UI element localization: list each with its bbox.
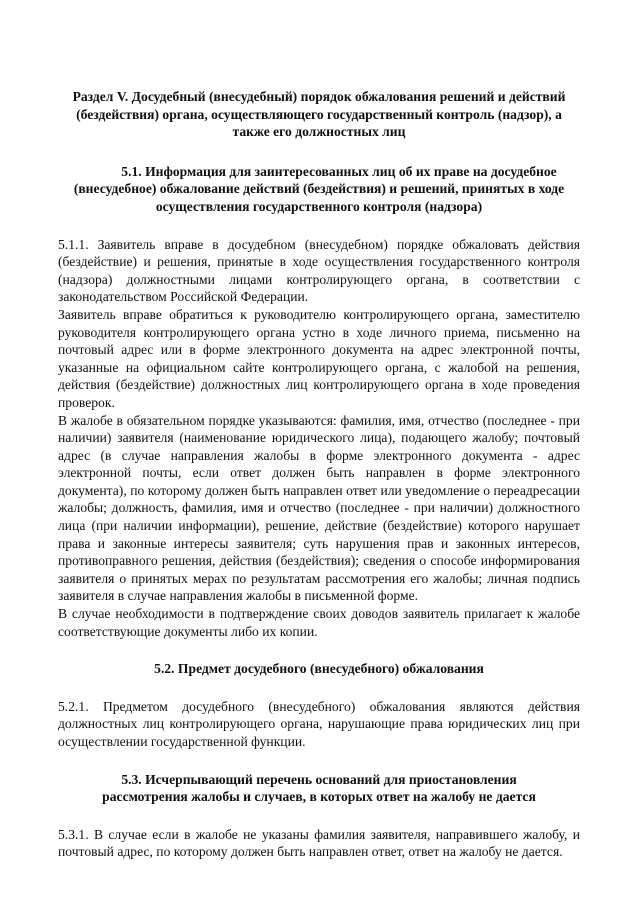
subsection-heading-5-3: [58, 771, 580, 806]
paragraph-5-1-1: 5.1.1. Заявитель вправе в досудебном (внесудебном) порядке обжаловать действия (бездействие) и решения, принятые в ходе осуществления государственного контроля (надзора) должностными лицами контролирующего органа, в соответствии с законодательством Российской Федерации.: [58, 236, 580, 305]
subsection-heading-5-1: [58, 163, 580, 216]
subsection-heading-5-3-rest: рассмотрения жалобы и случаев, в которых ответ на жалобу не дается: [102, 789, 536, 805]
subsection-heading-5-1-line1: 5.1. Информация для заинтересованных лиц об их праве на досудебное: [121, 163, 557, 179]
section-title: Раздел V. Досудебный (внесудебный) порядок обжалования решений и действий (бездействия) органа, осуществляющего государственный контроль (надзор), а также его должностных лиц: [72, 89, 566, 140]
paragraph-5-1-appeal: Заявитель вправе обратиться к руководителю контролирующего органа, заместителю руководителя контролирующего органа устно в ходе личного приема, письменно на почтовый адрес или в форме электронного документа на адрес электронной почты, указанные на официальном сайте контролирующего органа, с жалобой на решения, действия (бездействие) должностных лиц контролирующего органа в ходе проведения проверок.: [58, 306, 580, 410]
subsection-heading-5-2: 5.2. Предмет досудебного (внесудебного) обжалования: [154, 661, 484, 677]
subsection-5-3-body: [58, 826, 580, 861]
paragraph-5-2-1: 5.2.1. Предметом досудебного (внесудебного) обжалования являются действия должностных лиц контролирующего органа, нарушающие права юридических лиц при осуществлении государственной функции.: [58, 698, 580, 749]
paragraph-5-3-1: 5.3.1. В случае если в жалобе не указаны фамилия заявителя, направившего жалобу, и почтовый адрес, по которому должен быть направлен ответ, ответ на жалобу не дается.: [58, 826, 580, 860]
paragraph-5-1-contents: В жалобе в обязательном порядке указываются: фамилия, имя, отчество (последнее - при наличии) заявителя (наименование юридического лица), подающего жалобу; почтовый адрес (в случае направления жалобы в форме электронного документа - адрес электронной почты, если ответ должен быть направлен в форме электронного документа), по которому должен быть направлен ответ или уведомление о переадресации жалобы; должность, фамилия, имя и отчество (последнее - при наличии) должностного лица (при наличии информации), решение, действие (бездействие) которого нарушает права и законные интересы заявителя; суть нарушения прав и законных интересов, противоправного решения, действия (бездействия); сведения о способе информирования заявителя о принятых мерах по результатам рассмотрения его жалобы; личная подпись заявителя в случае направления жалобы в письменной форме.: [58, 412, 580, 604]
paragraph-5-1-attachments: В случае необходимости в подтверждение своих доводов заявитель прилагает к жалобе соответствующие документы либо их копии.: [58, 606, 580, 639]
subsection-5-2-body: [58, 698, 580, 751]
subsection-5-1-body: [58, 236, 580, 641]
subsection-heading-5-1-rest: (внесудебное) обжалование действий (бездействия) и решений, принятых в ходе осуществления государственного контроля (надзора): [73, 181, 565, 214]
subsection-heading-5-3-line1: 5.3. Исчерпывающий перечень оснований для приостановления: [121, 771, 517, 787]
